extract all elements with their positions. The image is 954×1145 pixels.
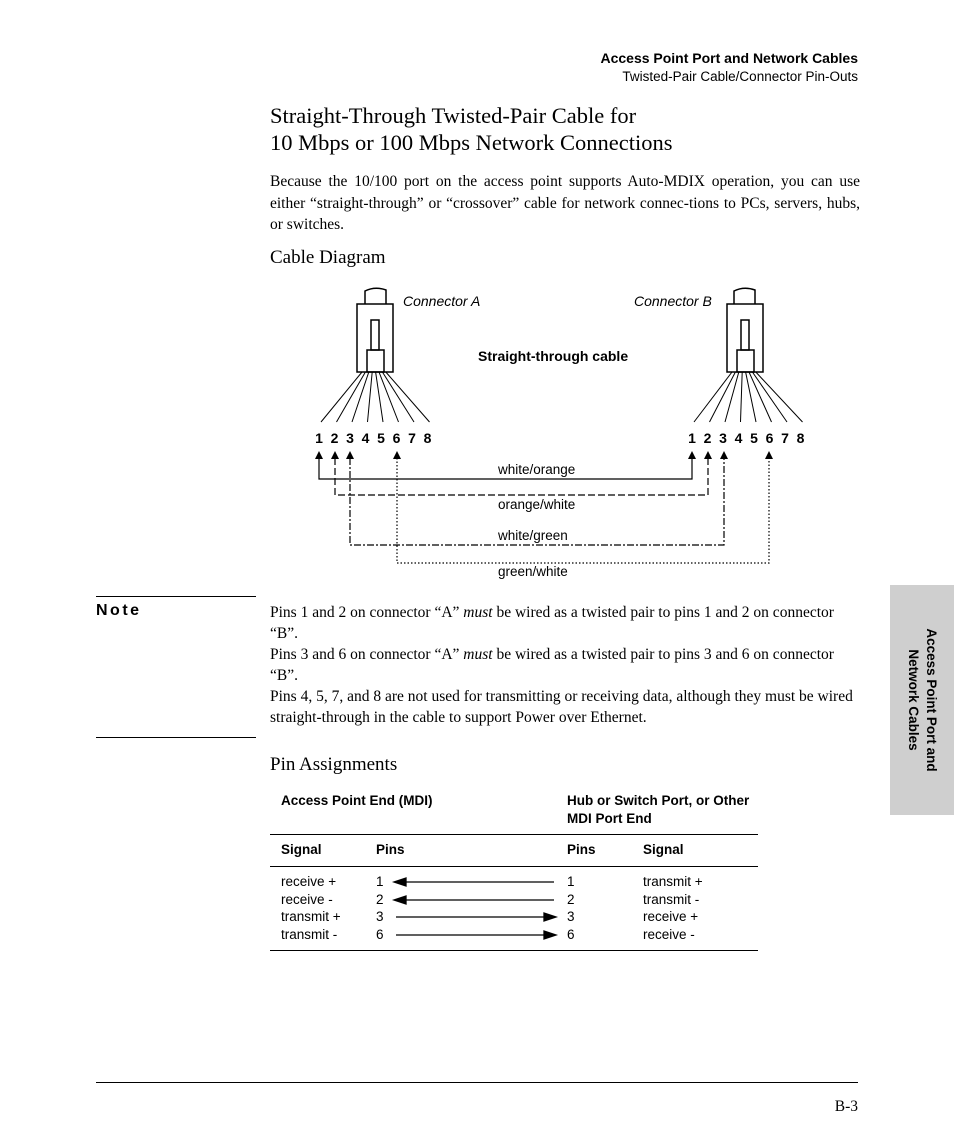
connector-b-label: Connector B (634, 293, 712, 309)
pin-number: 3 (346, 430, 354, 446)
fan-wire (382, 372, 414, 422)
pin-number: 4 (734, 430, 743, 446)
arrowhead (765, 451, 773, 459)
fan-wire (749, 372, 772, 422)
note-emphasis: must (463, 646, 493, 663)
col-header-signal-b: Signal (643, 842, 684, 857)
table-cell: 3 (567, 909, 575, 925)
col-header-pins-b: Pins (567, 842, 596, 857)
fan-wire (741, 372, 743, 422)
straight-through-cable-label: Straight-through cable (478, 348, 629, 364)
fan-wire (352, 372, 369, 422)
table-cell: receive - (643, 927, 695, 943)
table-cell: receive + (643, 909, 699, 925)
connector-b-plug (727, 288, 763, 372)
connector-b-pin-numbers (688, 430, 805, 446)
table-cell: transmit - (281, 927, 338, 943)
side-tab-label: Access Point Port and Network Cables (906, 628, 939, 772)
arrowhead (688, 451, 696, 459)
pin-number: 1 (315, 430, 323, 446)
arrowhead (315, 451, 323, 459)
table-cell: 1 (567, 874, 575, 889)
col-header-pins-a: Pins (376, 842, 405, 857)
left-arrow-icon (394, 878, 406, 886)
page-title-line-2: 10 Mbps or 100 Mbps Network Connections (270, 130, 673, 155)
fan-wire (337, 372, 366, 422)
table-cell: 3 (376, 909, 384, 925)
table-rule (270, 866, 758, 867)
note-top-rule (96, 596, 256, 597)
signal-a-column (281, 873, 341, 944)
pin-assignments-table (270, 788, 758, 958)
connector-a-plug (357, 288, 393, 372)
col-header-signal-a: Signal (281, 842, 322, 857)
fan-wire (746, 372, 756, 422)
table-rule (270, 834, 758, 835)
table-cell: 6 (567, 927, 575, 943)
arrowhead (331, 451, 339, 459)
wire-label-green-white: green/white (498, 564, 568, 579)
table-cell: transmit + (643, 874, 703, 889)
running-header-chapter: Access Point Port and Network Cables (600, 50, 858, 66)
arrowhead (393, 451, 401, 459)
right-arrow-icon (544, 913, 556, 921)
note-paragraph-2: Pins 3 and 6 on connector “A” must be wired as a twisted pair to pins 3 and 6 on connector “B”. (270, 646, 834, 684)
note-body (270, 602, 858, 728)
table-cell: transmit + (281, 909, 341, 925)
connector-a-pin-numbers (315, 430, 432, 446)
left-group-header: Access Point End (MDI) (281, 793, 433, 808)
fan-wire (368, 372, 373, 422)
pins-b-column (567, 873, 575, 944)
arrowhead (720, 451, 728, 459)
pin-number: 8 (423, 430, 432, 446)
intro-paragraph: Because the 10/100 port on the access point supports Auto-MDIX operation, you can use either “straight-through” or “crossover” cable for network connec-tions to PCs, servers, hubs, or switches. (270, 173, 860, 233)
pins-a-column (376, 873, 384, 944)
pin-number: 5 (377, 430, 385, 446)
pin-number: 8 (796, 430, 805, 446)
pin-number: 4 (361, 430, 370, 446)
pin-number: 2 (330, 430, 339, 446)
fan-wire (752, 372, 787, 422)
table-cell: 2 (376, 891, 384, 907)
fan-wire (321, 372, 362, 422)
connector-b-wires (694, 372, 803, 422)
section-side-tab (890, 585, 954, 815)
fan-wire (756, 372, 803, 422)
note-label: Note (96, 602, 142, 619)
note-paragraph-1: Pins 1 and 2 on connector “A” must be wired as a twisted pair to pins 1 and 2 on connector “B”. (270, 604, 834, 642)
wire-label-white-green: white/green (498, 528, 568, 543)
pin-number: 2 (703, 430, 712, 446)
note-emphasis: must (463, 604, 493, 621)
arrowhead (346, 451, 354, 459)
cable-diagram-heading: Cable Diagram (270, 247, 386, 268)
pin-number: 1 (688, 430, 696, 446)
note-paragraph-3: Pins 4, 5, 7, and 8 are not used for transmitting or receiving data, although they must be wired straight-through in the cable to support Power over Ethernet. (270, 688, 853, 726)
pin-number: 6 (392, 430, 401, 446)
right-arrow-icon (544, 931, 556, 939)
connector-a-label: Connector A (403, 293, 481, 309)
table-cell: receive + (281, 874, 337, 889)
pin-number: 5 (750, 430, 758, 446)
footer-rule (96, 1082, 858, 1083)
table-cell: receive - (281, 891, 333, 907)
pin-assignments-heading: Pin Assignments (270, 754, 398, 775)
arrowhead (704, 451, 712, 459)
fan-wire (386, 372, 430, 422)
pin-number: 3 (719, 430, 727, 446)
pin-number: 7 (408, 430, 416, 446)
signal-b-column (643, 873, 703, 944)
table-cell: 6 (376, 927, 384, 943)
signal-direction-arrows (390, 873, 560, 945)
wire-label-orange-white: orange/white (498, 497, 576, 512)
pin-number: 6 (765, 430, 774, 446)
table-cell: 1 (376, 874, 384, 889)
pin-number: 7 (781, 430, 789, 446)
running-header-section: Twisted-Pair Cable/Connector Pin-Outs (622, 69, 858, 84)
table-cell: transmit - (643, 891, 700, 907)
note-bottom-rule (96, 737, 256, 738)
connector-a-wires (321, 372, 430, 422)
page-title-line-1: Straight-Through Twisted-Pair Cable for (270, 103, 637, 128)
page-number: B-3 (834, 1098, 858, 1115)
wire-green-white (397, 458, 769, 563)
right-group-header: Hub or Switch Port, or Other MDI Port End (567, 793, 750, 826)
wire-label-white-orange: white/orange (498, 462, 576, 477)
table-cell: 2 (567, 891, 575, 907)
left-arrow-icon (394, 896, 406, 904)
table-rule (270, 950, 758, 951)
